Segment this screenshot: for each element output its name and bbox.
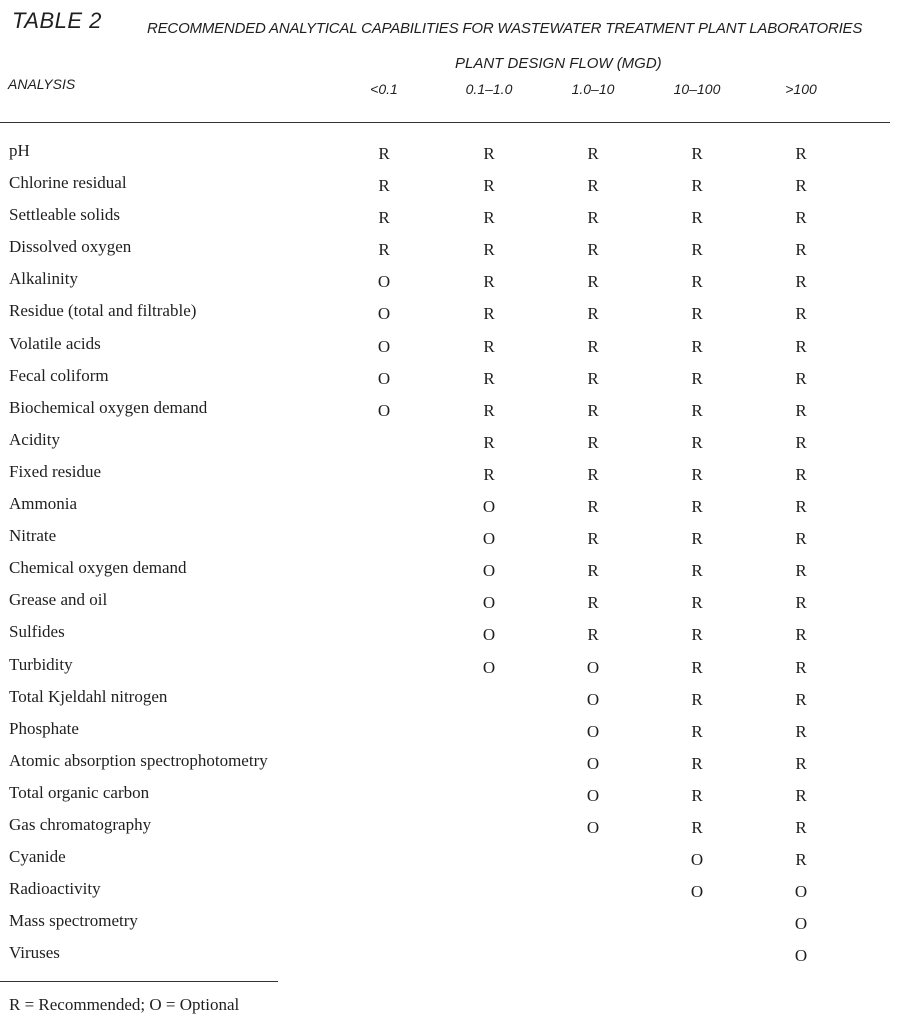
analysis-name: Fecal coliform bbox=[9, 365, 109, 385]
table-cell: R bbox=[795, 785, 807, 805]
table-cell: R bbox=[691, 657, 703, 677]
analysis-name: Cyanide bbox=[9, 847, 66, 867]
table-cell: O bbox=[586, 657, 600, 677]
table-cell: R bbox=[795, 625, 807, 645]
table-cell: R bbox=[795, 336, 807, 356]
table-row bbox=[0, 398, 913, 430]
column-header-10-to-100: 10–100 bbox=[673, 81, 721, 97]
table-cell: R bbox=[483, 432, 495, 452]
table-row bbox=[0, 430, 913, 462]
analysis-name: Volatile acids bbox=[9, 333, 101, 353]
flow-group-header: PLANT DESIGN FLOW (MGD) bbox=[455, 55, 662, 72]
table-cell: R bbox=[483, 400, 495, 420]
table-cell: O bbox=[482, 529, 496, 549]
analysis-name: Settleable solids bbox=[9, 205, 120, 225]
analysis-name: Nitrate bbox=[9, 526, 57, 546]
table-cell: R bbox=[795, 721, 807, 741]
table-cell: R bbox=[587, 625, 599, 645]
table-cell: R bbox=[691, 689, 703, 709]
table-cell: O bbox=[586, 721, 600, 741]
analysis-name: Radioactivity bbox=[9, 879, 101, 899]
table-cell: R bbox=[795, 817, 807, 837]
table-row bbox=[0, 911, 913, 943]
table-cell: R bbox=[587, 368, 599, 388]
table-cell: R bbox=[587, 561, 599, 581]
table-row bbox=[0, 334, 913, 366]
table-cell: R bbox=[795, 753, 807, 773]
table-cell: R bbox=[691, 176, 703, 196]
table-label: TABLE 2 bbox=[12, 8, 102, 33]
table-cell: O bbox=[690, 882, 704, 902]
table-row bbox=[0, 205, 913, 237]
table-cell: R bbox=[483, 304, 495, 324]
analysis-name: Grease and oil bbox=[9, 590, 108, 610]
header-divider bbox=[0, 122, 890, 123]
table-cell: O bbox=[794, 914, 808, 934]
table-row bbox=[0, 590, 913, 622]
table-cell: O bbox=[482, 497, 496, 517]
table-cell: R bbox=[587, 272, 599, 292]
table-cell: R bbox=[795, 432, 807, 452]
table-row bbox=[0, 751, 913, 783]
table-cell: R bbox=[795, 144, 807, 163]
analysis-name: Gas chromatography bbox=[9, 814, 152, 834]
table-cell: R bbox=[795, 561, 807, 581]
table-row bbox=[0, 655, 913, 687]
table-cell: R bbox=[587, 304, 599, 324]
table-cell: R bbox=[795, 272, 807, 292]
table-cell: R bbox=[691, 593, 703, 613]
analysis-name: Total Kjeldahl nitrogen bbox=[9, 686, 168, 706]
table-cell: O bbox=[586, 753, 600, 773]
table-cell: R bbox=[483, 240, 495, 260]
table-row bbox=[0, 494, 913, 526]
analysis-name: Phosphate bbox=[9, 718, 79, 738]
table-cell: O bbox=[482, 657, 496, 677]
table-cell: R bbox=[691, 561, 703, 581]
table-cell: O bbox=[377, 272, 391, 292]
analysis-name: pH bbox=[9, 141, 30, 160]
table-row bbox=[0, 622, 913, 654]
table-cell: R bbox=[795, 304, 807, 324]
table-row bbox=[0, 847, 913, 879]
table-row bbox=[0, 237, 913, 269]
analysis-name: Viruses bbox=[9, 943, 60, 963]
table-cell: R bbox=[691, 432, 703, 452]
table-cell: O bbox=[377, 336, 391, 356]
column-header-gt-100: >100 bbox=[785, 81, 817, 97]
analysis-name: Biochemical oxygen demand bbox=[9, 397, 208, 417]
table-cell: R bbox=[691, 208, 703, 228]
table-cell: O bbox=[377, 368, 391, 388]
table-row bbox=[0, 269, 913, 301]
table-cell: O bbox=[586, 817, 600, 837]
table-row bbox=[0, 943, 913, 975]
table-row bbox=[0, 301, 913, 333]
table-cell: R bbox=[483, 208, 495, 228]
table-cell: R bbox=[483, 336, 495, 356]
table-cell: R bbox=[587, 240, 599, 260]
table-cell: R bbox=[587, 529, 599, 549]
table-cell: R bbox=[795, 689, 807, 709]
table-cell: R bbox=[691, 785, 703, 805]
analysis-name: Residue (total and filtrable) bbox=[9, 301, 197, 321]
table-cell: R bbox=[691, 240, 703, 260]
table-cell: R bbox=[795, 657, 807, 677]
table-cell: O bbox=[690, 850, 704, 870]
table-row bbox=[0, 366, 913, 398]
table-row bbox=[0, 526, 913, 558]
table-cell: R bbox=[795, 593, 807, 613]
analysis-name: Chemical oxygen demand bbox=[9, 558, 187, 578]
table-row bbox=[0, 558, 913, 590]
table-cell: R bbox=[483, 464, 495, 484]
table-cell: R bbox=[691, 272, 703, 292]
table-cell: R bbox=[795, 240, 807, 260]
table-cell: R bbox=[587, 464, 599, 484]
table-cell: R bbox=[691, 529, 703, 549]
table-cell: O bbox=[377, 304, 391, 324]
table-cell: R bbox=[691, 497, 703, 517]
analysis-name: Alkalinity bbox=[9, 269, 78, 289]
table-cell: R bbox=[795, 208, 807, 228]
table-cell: R bbox=[378, 176, 390, 196]
table-cell: R bbox=[587, 176, 599, 196]
table-cell: O bbox=[482, 593, 496, 613]
table-cell: R bbox=[795, 850, 807, 870]
table-cell: R bbox=[795, 529, 807, 549]
analysis-column-header: ANALYSIS bbox=[8, 76, 76, 92]
table-cell: R bbox=[587, 400, 599, 420]
table-cell: R bbox=[691, 304, 703, 324]
table-cell: R bbox=[795, 464, 807, 484]
analysis-name: Turbidity bbox=[9, 654, 73, 674]
table-cell: R bbox=[587, 432, 599, 452]
table-cell: R bbox=[691, 625, 703, 645]
analysis-name: Fixed residue bbox=[9, 461, 102, 481]
table-cell: R bbox=[378, 208, 390, 228]
table-row bbox=[0, 141, 913, 173]
table-cell: R bbox=[691, 368, 703, 388]
table-row bbox=[0, 719, 913, 751]
analysis-name: Atomic absorption spectrophotometry bbox=[9, 750, 268, 770]
table-cell: R bbox=[587, 208, 599, 228]
analysis-name: Acidity bbox=[9, 429, 60, 449]
footnote: R = Recommended; O = Optional bbox=[9, 995, 240, 1014]
table-cell: R bbox=[483, 368, 495, 388]
analysis-name: Dissolved oxygen bbox=[9, 237, 132, 257]
table-cell: R bbox=[587, 336, 599, 356]
table-cell: O bbox=[586, 785, 600, 805]
table-title: RECOMMENDED ANALYTICAL CAPABILITIES FOR WASTEWATER TREATMENT PLANT LABORATORIES bbox=[147, 20, 863, 37]
table-cell: R bbox=[691, 336, 703, 356]
table-cell: R bbox=[483, 176, 495, 196]
analysis-name: Mass spectrometry bbox=[9, 911, 138, 931]
analysis-name: Sulfides bbox=[9, 622, 65, 642]
table-cell: R bbox=[795, 497, 807, 517]
table-row bbox=[0, 462, 913, 494]
table-cell: R bbox=[795, 400, 807, 420]
column-header-0-1-to-1-0: 0.1–1.0 bbox=[465, 81, 513, 97]
table-cell: O bbox=[377, 400, 391, 420]
table-cell: R bbox=[795, 368, 807, 388]
column-header-1-0-to-10: 1.0–10 bbox=[571, 81, 615, 97]
table-cell: O bbox=[794, 946, 808, 966]
table-cell: R bbox=[691, 400, 703, 420]
table-row bbox=[0, 815, 913, 847]
table-cell: O bbox=[586, 689, 600, 709]
table-cell: R bbox=[691, 464, 703, 484]
footnote-divider bbox=[0, 981, 278, 982]
table-cell: R bbox=[483, 272, 495, 292]
table-cell: R bbox=[795, 176, 807, 196]
table-row bbox=[0, 173, 913, 205]
column-header-lt-0-1: <0.1 bbox=[370, 81, 398, 97]
table-body bbox=[0, 141, 913, 975]
table-cell: R bbox=[691, 817, 703, 837]
table-cell: R bbox=[378, 144, 390, 163]
table-cell: O bbox=[482, 561, 496, 581]
table-row bbox=[0, 687, 913, 719]
table-cell: R bbox=[691, 753, 703, 773]
table-cell: R bbox=[691, 721, 703, 741]
table-cell: R bbox=[587, 593, 599, 613]
table-cell: R bbox=[691, 144, 703, 163]
table-cell: R bbox=[587, 497, 599, 517]
table-row bbox=[0, 783, 913, 815]
table-cell: R bbox=[378, 240, 390, 260]
analysis-name: Total organic carbon bbox=[9, 782, 150, 802]
table-cell: O bbox=[482, 625, 496, 645]
table-row bbox=[0, 879, 913, 911]
analysis-name: Chlorine residual bbox=[9, 173, 127, 193]
table-cell: R bbox=[483, 144, 495, 163]
table-cell: R bbox=[587, 144, 599, 163]
analysis-name: Ammonia bbox=[9, 494, 77, 514]
table-cell: O bbox=[794, 882, 808, 902]
